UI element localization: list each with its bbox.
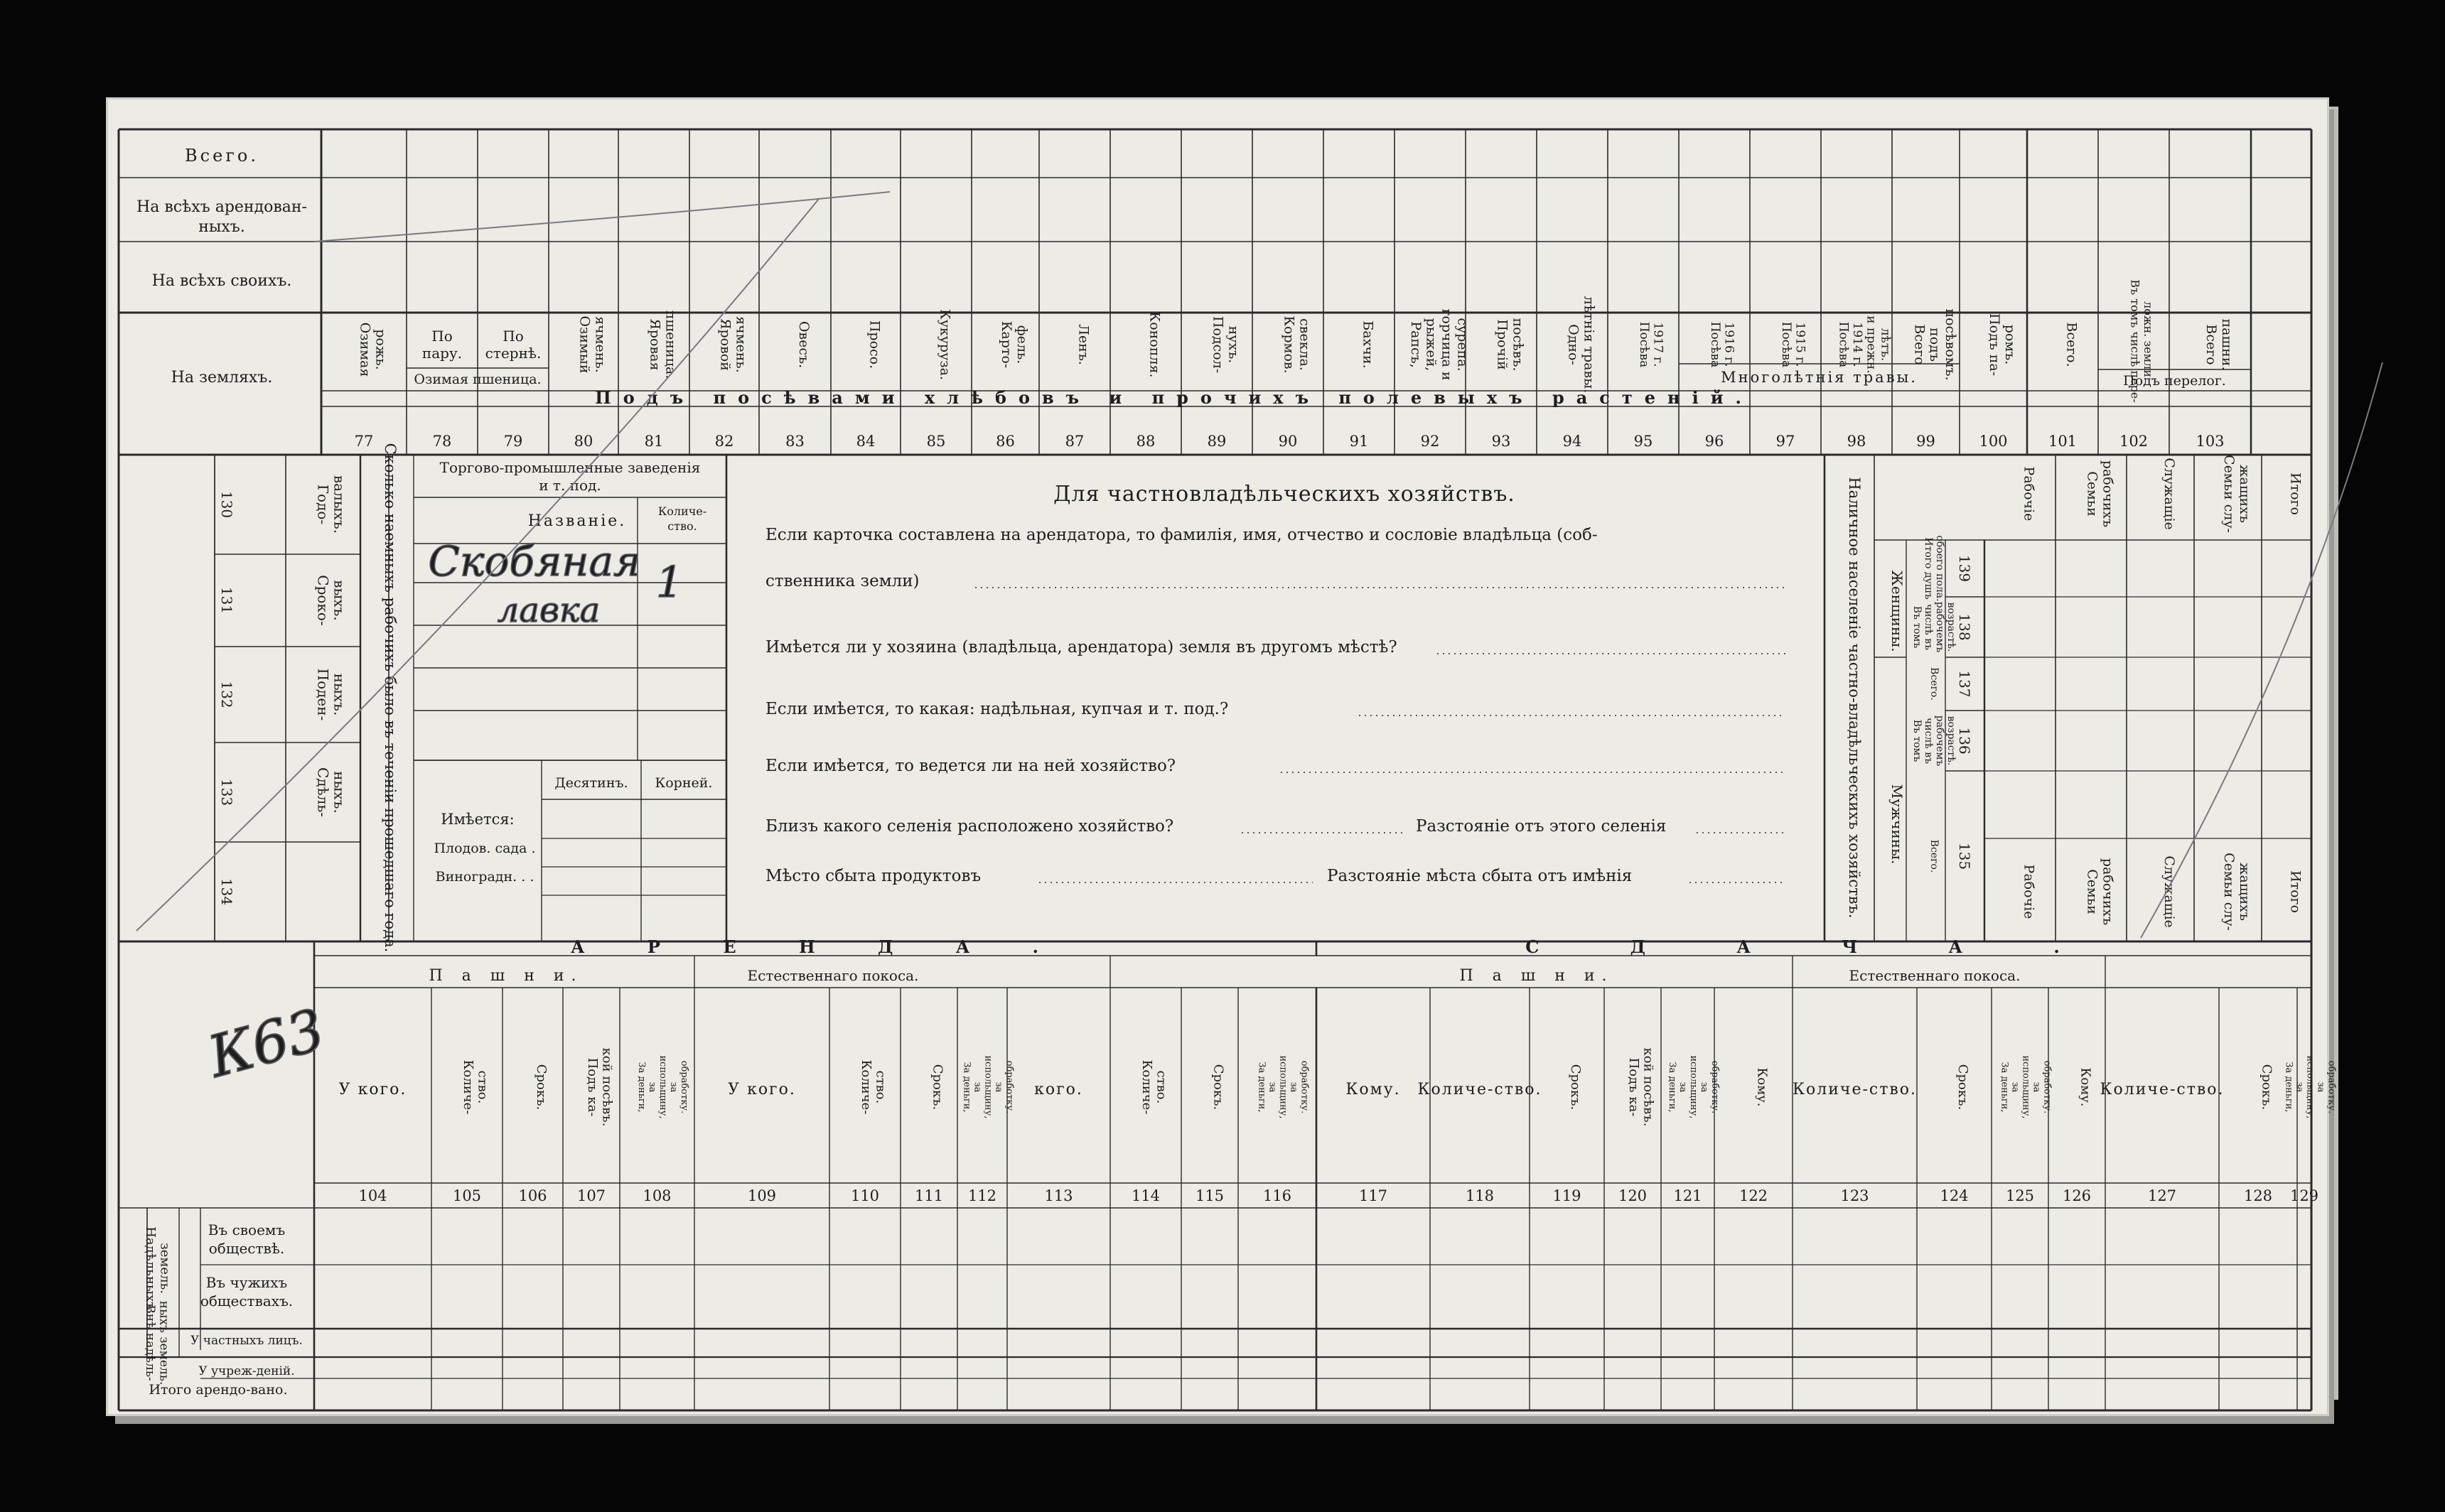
col-number: 77 [354, 433, 374, 450]
arenda-col-header: Кому. [1345, 1081, 1401, 1098]
trade-korney: Корней. [655, 775, 713, 791]
col-number: 103 [2196, 433, 2225, 450]
group-label: Озимая пшеница. [414, 372, 542, 387]
population-row-label: возрастѣ. [1945, 716, 1957, 766]
census-form [108, 99, 2337, 1414]
col-header: рыжей, [1423, 318, 1439, 372]
arenda-col-number: 118 [1465, 1187, 1495, 1204]
col-number: 84 [856, 433, 876, 450]
private-line: Если имѣется, то ведется ли на ней хозяйство? [765, 757, 1176, 775]
col-header: и прежн. [1864, 315, 1879, 374]
col-header: Въ томъ числѣ пере- [2128, 279, 2142, 403]
arenda-col-header: Срокъ. [1955, 1064, 1970, 1111]
population-row-number: 138 [1956, 613, 1973, 641]
col-header: ячмень. [592, 316, 608, 373]
population-col-header: Семьи [2084, 471, 2100, 517]
col-number: 96 [1704, 433, 1724, 450]
trade-name-header: Названіе. [527, 512, 627, 530]
col-header: Посѣва [1779, 321, 1794, 368]
col-number: 83 [785, 433, 805, 450]
population-row-label: Въ томъ [1911, 719, 1923, 762]
col-header: Посѣва [1708, 321, 1723, 368]
trade-sad: Плодов. сада . [434, 841, 536, 856]
arenda-col-number: 126 [2062, 1187, 2092, 1204]
arenda-col-header: За деньги, [1667, 1062, 1678, 1113]
arenda-col-header: за [972, 1081, 983, 1093]
population-row-number: 136 [1956, 727, 1973, 755]
arenda-col-header: Подъ ка- [1625, 1057, 1641, 1117]
col-number: 100 [1979, 433, 2008, 450]
arenda-col-header: за [1267, 1081, 1278, 1093]
arenda-col-header: ство. [873, 1070, 888, 1104]
population-row-label: Всего. [1928, 839, 1940, 873]
arenda-col-number: 123 [1840, 1187, 1869, 1204]
trade-qty-header: ство. [667, 519, 697, 533]
population-row-number: 139 [1956, 554, 1973, 583]
arenda-col-header: За деньги, [961, 1062, 972, 1113]
arenda-col-header: испольщину, [657, 1055, 669, 1119]
arenda-row-label: Въ чужихъ [205, 1274, 288, 1291]
arenda-col-number: 111 [914, 1187, 944, 1204]
arenda-col-number: 127 [2147, 1187, 2177, 1204]
col-number: 81 [644, 433, 664, 450]
arenda-col-number: 121 [1673, 1187, 1702, 1204]
workers-side-label: Сколько наемныхъ рабочихъ было въ теченіи прошедшаго года. [382, 443, 399, 953]
arenda-col-header: За деньги, [1999, 1062, 2010, 1113]
arenda-col-header: кой посѣвъ. [1640, 1047, 1656, 1127]
population-col-header: Служащіе [2161, 458, 2178, 530]
handwritten-qty: 1 [655, 558, 684, 608]
worker-col-label: валыхъ. [331, 475, 348, 534]
col-header: 1916 г. [1721, 322, 1736, 367]
arenda-col-header: Срокъ. [2259, 1064, 2274, 1111]
col-number: 91 [1349, 433, 1369, 450]
col-header: Бахчи. [1360, 320, 1376, 369]
col-header: Прочій [1494, 319, 1510, 370]
arenda-col-header: за [1677, 1081, 1689, 1093]
arenda-col-number: 115 [1195, 1187, 1225, 1204]
arenda-col-number: 106 [518, 1187, 547, 1204]
private-line: Разстояніе мѣста сбыта отъ имѣнія [1327, 867, 1633, 885]
col-number: 99 [1916, 433, 1935, 450]
col-header: ячмень. [733, 316, 749, 373]
population-col-header: Рабочіе [2021, 466, 2037, 522]
private-line: Если карточка составлена на арендатора, то фамилія, имя, отчество и сословіе владѣльца (соб- [765, 526, 1598, 544]
arenda-col-number: 112 [967, 1187, 997, 1204]
population-women: Женщины. [1888, 570, 1906, 652]
col-number: 92 [1420, 433, 1440, 450]
col-header: 1917 г. [1650, 322, 1665, 367]
trade-qty-header: Количе- [657, 504, 707, 518]
arenda-col-header: Срокъ. [1210, 1064, 1226, 1111]
population-row-label: Въ томъ [1911, 605, 1923, 649]
col-number: 87 [1065, 433, 1085, 450]
col-header: свекла. [1296, 318, 1313, 371]
row-label-arendovannyh-2: ныхъ. [198, 218, 245, 236]
arenda-col-header: за [2031, 1081, 2042, 1093]
arenda-col-number: 104 [358, 1187, 387, 1204]
population-col-footer: Семьи [2084, 869, 2100, 914]
arenda-col-header: обработку. [1709, 1060, 1720, 1114]
col-number: 80 [574, 433, 593, 450]
arenda-col-number: 107 [576, 1187, 606, 1204]
arenda-col-header: Срокъ. [1567, 1064, 1583, 1111]
private-line: ственника земли) [765, 572, 920, 590]
arenda-col-header: обработку. [2041, 1060, 2053, 1114]
arenda-col-header: испольщину, [2304, 1055, 2316, 1119]
population-row-number: 137 [1956, 670, 1973, 698]
population-col-header: рабочихъ [2100, 460, 2116, 528]
private-title: Для частновладѣльческихъ хозяйствъ. [1053, 482, 1515, 507]
col-header: Ленъ. [1075, 324, 1092, 365]
arenda-col-header: Количе-ство. [2100, 1081, 2225, 1098]
arenda-row-label: обществѣ. [208, 1240, 285, 1257]
arenda-col-header: обработку. [2326, 1060, 2337, 1114]
worker-col-number: 131 [218, 586, 235, 615]
population-col-header: жащихъ [2237, 465, 2253, 523]
worker-col-label: Сроко- [314, 575, 332, 626]
col-header: Всего [1911, 324, 1928, 365]
col-header: фель. [1014, 325, 1031, 364]
col-header: пару. [421, 345, 463, 362]
col-header: Подсол- [1210, 315, 1226, 374]
col-header: Яровой [717, 318, 734, 371]
private-line: Разстояніе отъ этого селенія [1416, 817, 1667, 836]
arenda-col-header: испольщину, [1277, 1055, 1289, 1119]
col-header: По [503, 328, 524, 345]
arenda-col-header: кого. [1034, 1081, 1083, 1098]
col-number: 86 [996, 433, 1015, 450]
col-header: стернѣ. [485, 345, 542, 362]
arenda-col-header: Количе- [858, 1059, 874, 1115]
arenda-col-header: обработку. [1004, 1060, 1015, 1114]
arenda-col-number: 124 [1940, 1187, 1969, 1204]
arenda-col-number: 113 [1044, 1187, 1073, 1204]
arenda-col-number: 117 [1358, 1187, 1388, 1204]
population-row-label: числѣ въ [1922, 603, 1934, 651]
col-header: Посѣва [1637, 321, 1652, 368]
arenda-total-label: Итого арендо-вано. [149, 1382, 288, 1398]
banner-posevy: Подъ посѣвами хлѣбовъ и прочихъ полевыхъ растеній. [595, 387, 1753, 408]
arenda-col-header: За деньги, [636, 1062, 647, 1113]
arenda-col-number: 110 [850, 1187, 880, 1204]
population-row-label: Итого душъ [1922, 537, 1934, 600]
population-row-number: 135 [1956, 842, 1973, 870]
arenda-col-header: за [668, 1081, 679, 1093]
arenda-col-number: 119 [1552, 1187, 1581, 1204]
col-number: 98 [1847, 433, 1866, 450]
population-col-footer: Рабочіе [2021, 864, 2037, 919]
arenda-col-number: 128 [2243, 1187, 2273, 1204]
arenda-group-label: земель. [157, 1242, 173, 1295]
worker-col-label: выхъ. [331, 580, 348, 621]
arenda-col-number: 108 [643, 1187, 672, 1204]
arenda-row-label: Въ своемъ [208, 1221, 286, 1238]
arenda-col-number: 125 [2005, 1187, 2035, 1204]
col-number: 93 [1491, 433, 1511, 450]
private-line: Мѣсто сбыта продуктовъ [765, 867, 982, 885]
arenda-col-header: У кого. [728, 1081, 796, 1098]
col-number: 94 [1562, 433, 1582, 450]
trade-desyatin: Десятинъ. [554, 775, 628, 791]
col-header: посѣвъ. [1510, 318, 1526, 372]
arenda-group-label: ныхъ земель. [156, 1300, 171, 1386]
arenda-col-header: за [2294, 1081, 2305, 1093]
population-row-label: рабочемъ [1933, 601, 1945, 653]
col-number: 78 [432, 433, 452, 450]
col-number: 85 [926, 433, 946, 450]
col-number: 101 [2048, 433, 2078, 450]
population-col-header: Семьи слу- [2221, 455, 2237, 533]
col-header: Кукуруза. [937, 308, 953, 381]
arenda-col-header: У кого. [338, 1081, 407, 1098]
trade-imeetsya: Имѣется: [441, 811, 515, 828]
arenda-col-number: 116 [1262, 1187, 1292, 1204]
arenda-row-label: У частныхъ лицъ. [190, 1334, 303, 1348]
col-header: Всего. [2063, 322, 2080, 367]
arenda-col-header: кой посѣвъ. [599, 1047, 615, 1127]
col-number: 82 [714, 433, 734, 450]
col-header: сурепа. [1454, 318, 1471, 372]
private-line: Близъ какого селенія расположено хозяйство? [765, 817, 1174, 836]
arenda-col-number: 129 [2289, 1187, 2319, 1204]
group-label: Многолѣтнія травы. [1721, 369, 1918, 386]
trade-title: Торгово-промышленные заведенія [439, 459, 701, 476]
col-header: Конопля. [1146, 311, 1163, 378]
arenda-title: А Р Е Н Д А . [571, 936, 1067, 957]
arenda-col-header: испольщину, [2020, 1055, 2031, 1119]
col-header: Просо. [866, 320, 883, 369]
private-line: Имѣется ли у хозяина (владѣльца, арендатора) земля въ другомъ мѣстѣ? [765, 638, 1397, 657]
col-header: Подъ па- [1987, 313, 2003, 377]
arenda-col-header: за [2315, 1081, 2326, 1093]
arenda-group-label: Надѣльныхъ [142, 1226, 158, 1310]
arenda-pokos: Естественнаго покоса. [747, 967, 919, 984]
worker-col-label: Поден- [314, 668, 332, 721]
arenda-col-header: За деньги, [1256, 1062, 1267, 1113]
population-col-header: Итого [2287, 472, 2304, 515]
arenda-col-header: обработку. [1299, 1060, 1310, 1114]
arenda-col-header: обработку. [678, 1060, 689, 1114]
row-label-vsego: Всего. [185, 146, 259, 166]
arenda-col-number: 114 [1131, 1187, 1161, 1204]
arenda-col-header: за [2009, 1081, 2021, 1093]
worker-col-number: 130 [218, 490, 235, 519]
col-header: пшеница. [662, 310, 679, 379]
col-number: 79 [503, 433, 523, 450]
population-men: Мужчины. [1888, 784, 1906, 865]
col-header: посѣвомъ. [1942, 308, 1958, 381]
population-row-label: рабочемъ [1933, 715, 1945, 767]
row-label-na-zemlyah: На земляхъ. [171, 369, 273, 387]
arenda-col-number: 109 [747, 1187, 777, 1204]
population-col-footer: рабочихъ [2100, 858, 2116, 926]
arenda-group-label: Внѣ надѣль- [143, 1305, 158, 1381]
population-row-label: обоего пола. [1933, 535, 1945, 602]
col-header: лѣтъ. [1878, 328, 1893, 362]
worker-col-number: 133 [218, 778, 235, 806]
sdacha-pokos: Естественнаго покоса. [1849, 967, 2021, 984]
row-label-svoih: На всѣхъ своихъ. [151, 272, 292, 290]
trade-vinograd: Виноградн. . . [435, 869, 534, 885]
population-row-label: возрастѣ. [1945, 602, 1957, 652]
arenda-col-header: за [1699, 1081, 1709, 1093]
col-header: Озимый [576, 315, 593, 374]
worker-col-number: 132 [218, 681, 235, 708]
arenda-col-header: испольщину, [1688, 1055, 1699, 1119]
col-header: рожь. [372, 329, 389, 370]
worker-col-label: Сдѣль- [314, 767, 332, 818]
col-number: 102 [2119, 433, 2149, 450]
population-col-footer: Итого [2287, 870, 2304, 913]
col-header: Карто- [999, 320, 1015, 369]
sdacha-pashni: П а ш н и. [1459, 967, 1614, 985]
col-header: Одно- [1565, 324, 1581, 365]
handwritten-name: Скобяная [428, 537, 641, 585]
col-header: ложн. земли. [2141, 301, 2155, 381]
col-header: горчица и [1439, 308, 1455, 381]
arenda-col-header: за [993, 1081, 1004, 1093]
population-row-label: числѣ въ [1922, 717, 1934, 765]
arenda-col-number: 122 [1739, 1187, 1768, 1204]
population-col-footer: Служащіе [2161, 855, 2178, 928]
col-header: Рапсъ, [1407, 321, 1424, 368]
arenda-col-header: Количе- [460, 1059, 475, 1115]
col-header: Кормов. [1281, 315, 1297, 374]
handwritten-name-2: лавка [497, 590, 601, 630]
population-side-label: Наличное населеніе частно-владѣльческихъ хозяйствъ. [1846, 477, 1863, 919]
arenda-col-header: За деньги, [2283, 1062, 2294, 1113]
arenda-col-header: Количе- [1139, 1059, 1154, 1115]
sdacha-title: С Д А Ч А . [1525, 936, 2102, 957]
group-label: Подъ перелог. [2123, 373, 2226, 389]
arenda-pashni: П а ш н и. [429, 967, 584, 985]
trade-title-2: и т. под. [539, 477, 601, 494]
worker-col-number: 134 [218, 878, 235, 906]
worker-col-label: ныхъ. [331, 771, 348, 814]
col-number: 88 [1136, 433, 1156, 450]
arenda-col-header: за [647, 1081, 658, 1093]
arenda-row-label: обществахъ. [200, 1292, 294, 1310]
arenda-row-label: У учреж-деній. [198, 1364, 295, 1378]
col-header: подъ [1927, 328, 1943, 362]
row-label-arendovannyh: На всѣхъ арендован- [136, 198, 307, 216]
census-card [108, 99, 2337, 1414]
col-header: Овесъ. [796, 320, 812, 369]
worker-col-label: ныхъ. [331, 673, 348, 716]
col-number: 97 [1775, 433, 1795, 450]
arenda-col-header: за [1288, 1081, 1299, 1093]
arenda-col-header: ство. [475, 1070, 490, 1104]
arenda-col-header: испольщину, [982, 1055, 994, 1119]
col-header: нухъ. [1225, 325, 1242, 364]
population-col-footer: жащихъ [2237, 863, 2253, 921]
col-header: 1914 г. [1850, 322, 1865, 367]
col-header: Яровая [647, 318, 663, 371]
arenda-col-header: Срокъ. [533, 1064, 549, 1111]
arenda-col-number: 105 [452, 1187, 482, 1204]
col-number: 95 [1633, 433, 1653, 450]
arenda-col-header: Подъ ка- [584, 1057, 600, 1117]
col-header: Озимая [357, 322, 373, 377]
col-number: 90 [1278, 433, 1298, 450]
col-header: Всего [2203, 324, 2220, 365]
col-header: 1915 г. [1793, 322, 1807, 367]
col-header: лѣтнія травы. [1581, 296, 1597, 394]
arenda-col-header: Срокъ. [930, 1064, 945, 1111]
population-row-label: Всего. [1928, 667, 1940, 701]
col-header: По [431, 328, 453, 345]
col-header: пашни. [2219, 318, 2235, 371]
worker-col-label: Годо- [314, 484, 332, 525]
col-header: ромъ. [2002, 324, 2019, 365]
population-col-footer: Семьи слу- [2221, 853, 2237, 931]
col-number: 89 [1207, 433, 1227, 450]
col-header: Посѣва [1836, 321, 1851, 368]
arenda-col-header: Кому. [2078, 1067, 2093, 1107]
private-line: Если имѣется, то какая: надѣльная, купчая и т. под.? [765, 700, 1229, 718]
handwritten-code: К63 [201, 996, 331, 1091]
arenda-col-header: Кому. [1754, 1067, 1770, 1107]
arenda-col-number: 120 [1618, 1187, 1648, 1204]
arenda-col-header: ство. [1154, 1070, 1169, 1104]
arenda-col-header: Количе-ство. [1792, 1081, 1918, 1098]
arenda-col-header: Количе-ство. [1417, 1081, 1542, 1098]
